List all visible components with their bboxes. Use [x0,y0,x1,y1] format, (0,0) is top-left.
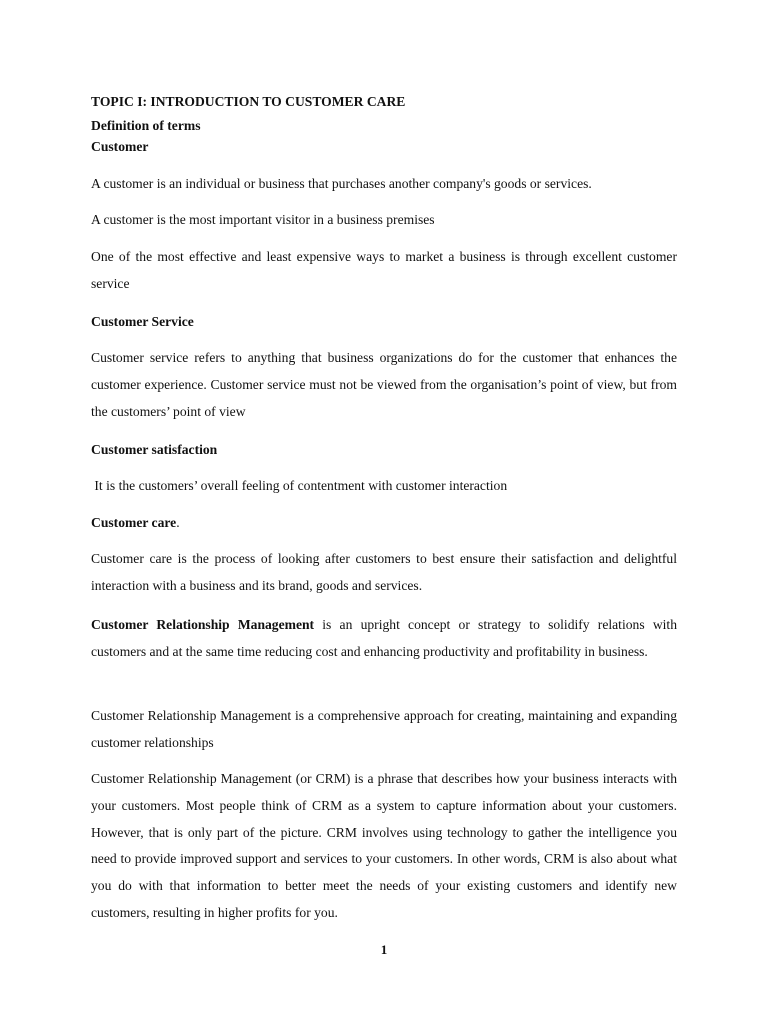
customer-paragraph-2: A customer is the most important visitor in a business premises [91,212,435,227]
definition-heading: Definition of terms [91,118,201,133]
crm-paragraph-1 [91,612,677,666]
customer-service-paragraph: Customer service refers to anything that business organizations do for the customer that enhances the customer experience. Customer service must not be viewed from the organisation’s point of view, but from the customers’ point of view [91,350,677,419]
customer-care-heading-line [91,510,677,537]
customer-care-heading: Customer care [91,515,177,530]
crm-paragraph-2: Customer Relationship Management is a comprehensive approach for creating, maintaining and expanding customer relationships [91,708,677,750]
document-page [91,0,677,1024]
customer-heading: Customer [91,139,149,154]
customer-care-paragraph: Customer care is the process of looking after customers to best ensure their satisfaction and delightful interaction with a business and its brand, goods and services. [91,551,677,593]
topic-title: TOPIC I: INTRODUCTION TO CUSTOMER CARE [91,94,406,109]
crm-term: Customer Relationship Management [91,617,315,632]
customer-paragraph-1: A customer is an individual or business that purchases another company's goods or services. [91,176,592,191]
crm-paragraph-3: Customer Relationship Management (or CRM) is a phrase that describes how your business interacts with your customers. Most people think of CRM as a system to capture information about your customers. However, that is only part of the picture. CRM involves using technology to gather the intelligence you need to provide improved support and services to your customers. In other words, CRM is also about what you do with that information to better meet the needs of your existing customers and identify new customers, resulting in higher profits for you. [91,771,677,920]
customer-care-heading-period: . [176,515,180,530]
customer-satisfaction-paragraph: It is the customers’ overall feeling of contentment with customer interaction [91,478,508,493]
page-number: 1 [380,942,388,957]
customer-service-heading: Customer Service [91,314,194,329]
crm-paragraph-1-text: is an upright concept or strategy to solidify relations with customers and at the same time reducing cost and enhancing productivity and profitability in business. [91,617,677,659]
customer-paragraph-3: One of the most effective and least expensive ways to market a business is through excellent customer service [91,249,677,291]
customer-satisfaction-heading: Customer satisfaction [91,442,218,457]
